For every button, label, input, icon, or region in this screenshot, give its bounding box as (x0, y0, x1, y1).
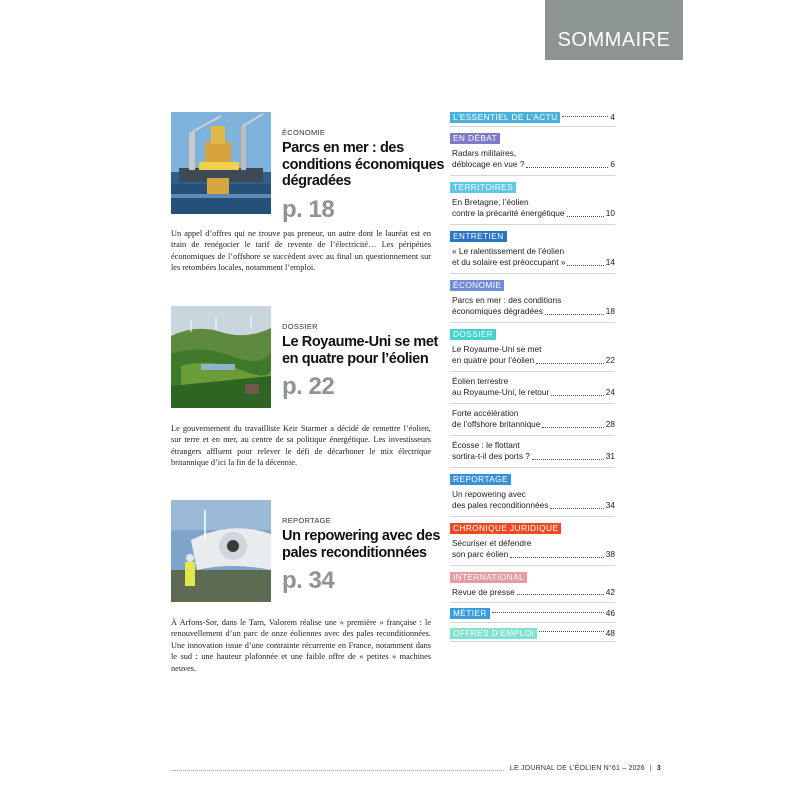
toc-section-metier[interactable] (450, 608, 615, 623)
entry-line: en quatre pour l’éolien (452, 355, 535, 365)
page-number: 31 (605, 451, 615, 461)
entry-line: En Bretagne, l’éolien (452, 196, 529, 207)
leader-dots (550, 500, 603, 509)
section-label: TERRITOIRES (450, 182, 516, 193)
toc-section-reportage (450, 474, 615, 485)
toc-section-essentiel[interactable] (450, 112, 615, 127)
page-number: 34 (605, 500, 615, 510)
page-footer (171, 765, 661, 772)
page-number: 38 (605, 549, 615, 559)
section-label: EN DÉBAT (450, 133, 500, 144)
entry-line: des pales reconditionnées (452, 500, 549, 510)
leader-dots (532, 451, 604, 460)
entry-line: économiques dégradées (452, 306, 543, 316)
page-number: 42 (605, 586, 615, 597)
page-number: 6 (610, 159, 615, 169)
page-number: 48 (605, 627, 615, 638)
page-number: 4 (610, 112, 615, 122)
page-number: 22 (605, 355, 615, 365)
page-number: 14 (605, 257, 615, 267)
section-label: DOSSIER (450, 329, 496, 340)
toc-entry[interactable] (450, 583, 615, 604)
toc-section-emploi[interactable] (450, 628, 615, 643)
leader-dots (526, 159, 608, 168)
leader-dots (567, 208, 604, 217)
blade-worker-photo (171, 500, 271, 602)
toc-section-debat (450, 133, 615, 144)
toc-entry[interactable] (450, 340, 615, 372)
toc-entry[interactable] (450, 485, 615, 517)
article-title[interactable]: Le Royaume-Uni se met en quatre pour l’éolien (282, 334, 438, 367)
page-number: 3 (656, 765, 661, 772)
section-label: ENTRETIEN (450, 231, 507, 242)
entry-line: Éolien terrestre (452, 375, 509, 386)
entry-line: « Le ralentissement de l’éolien (452, 245, 565, 256)
leader-dots (551, 387, 603, 396)
article-summary: Le gouvernement du travailliste Keir Starmer a décidé de remettre l’éolien, sur terre et en mer, au centre de sa politique énergétique. Les investisseurs étrangers affluent pour relever le défi de décarboner le mix électrique britannique d’ici la fin de la décennie. (171, 424, 431, 468)
article-category: REPORTAGE (282, 516, 332, 525)
toc-section-dossier (450, 329, 615, 340)
journal-title: LE JOURNAL DE L’ÉOLIEN N°61 – 2026 (509, 765, 645, 772)
leader-dots (510, 549, 603, 558)
article-category: ÉCONOMIE (282, 128, 326, 137)
toc-section-chronique (450, 523, 615, 534)
toc-section-international (450, 572, 615, 583)
entry-line: et du solaire est préoccupant » (452, 257, 566, 267)
toc-entry[interactable] (450, 534, 615, 566)
entry-line: Parcs en mer : des conditions (452, 294, 562, 305)
table-of-contents (450, 112, 615, 642)
footer-separator: | (649, 765, 652, 772)
entry-line: déblocage en vue ? (452, 159, 525, 169)
toc-section-entretien (450, 231, 615, 242)
section-label: CHRONIQUE JURIDIQUE (450, 523, 561, 534)
toc-entry[interactable] (450, 242, 615, 274)
page-number: 18 (605, 306, 615, 316)
page-number: 24 (605, 387, 615, 397)
section-label: OFFRES D’EMPLOI (450, 628, 537, 639)
entry-line: Écosse : le flottant (452, 439, 520, 450)
section-label: INTERNATIONAL (450, 572, 527, 583)
entry-line: au Royaume-Uni, le retour (452, 387, 550, 397)
entry-line: Sécuriser et défendre (452, 537, 532, 548)
entry-line: Le Royaume-Uni se met (452, 343, 542, 354)
toc-section-territoires (450, 182, 615, 193)
article-title[interactable]: Parcs en mer : des conditions économiques dégradées (282, 140, 444, 189)
page-number: 46 (605, 608, 615, 618)
leader-dots (562, 116, 608, 117)
toc-section-economie (450, 280, 615, 291)
entry-line: Forte accélération (452, 407, 519, 418)
section-label: REPORTAGE (450, 474, 511, 485)
page-title: SOMMAIRE (545, 0, 683, 60)
leader-dots (539, 631, 604, 632)
toc-entry[interactable] (450, 436, 615, 468)
footer-dots (171, 767, 504, 771)
offshore-installation-vessel-photo (171, 112, 271, 214)
toc-entry[interactable] (450, 144, 615, 176)
entry-line: Radars militaires, (452, 147, 517, 158)
toc-entry[interactable] (450, 372, 615, 404)
leader-dots (517, 587, 604, 596)
toc-entry[interactable] (450, 291, 615, 323)
article-summary: À Arfons-Sor, dans le Tarn, Valorem réalise une « première » française : le renouvellement d’un parc de onze éoliennes avec des pales reconditionnées. Une innovation issue d’une contrainte récurrente en France, notamment dans le sud : une hauteur plafonnée et une faible offre de « petites » machines neuves. (171, 618, 431, 673)
toc-entry[interactable] (450, 404, 615, 436)
section-label: L’ESSENTIEL DE L’ACTU (450, 112, 560, 123)
entry-line: Un repowering avec (452, 488, 526, 499)
section-label: MÉTIER (450, 608, 490, 619)
uk-hills-wind-farm-photo (171, 306, 271, 408)
leader-dots (567, 257, 603, 266)
article-title[interactable]: Un repowering avec des pales reconditionnées (282, 528, 441, 561)
leader-dots (542, 419, 603, 428)
article-page: p. 34 (282, 567, 335, 594)
leader-dots (492, 612, 604, 613)
entry-line: Revue de presse (452, 586, 515, 597)
toc-entry[interactable] (450, 193, 615, 225)
entry-line: de l’offshore britannique (452, 419, 541, 429)
page-number: 28 (605, 419, 615, 429)
leader-dots (536, 355, 604, 364)
article-category: DOSSIER (282, 322, 318, 331)
entry-line: sortira-t-il des ports ? (452, 451, 530, 461)
leader-dots (545, 306, 604, 315)
article-page: p. 22 (282, 373, 335, 400)
article-summary: Un appel d’offres qui ne trouve pas preneur, un autre dont le lauréat est en train de renégocier le tarif de revente de l’électricité… Les péripéties économiques de l’offshore se succèdent avec au final un questionnement sur les retombées locales, notamment l’emploi. (171, 229, 431, 273)
entry-line: contre la précarité énergétique (452, 208, 565, 218)
section-label: ÉCONOMIE (450, 280, 504, 291)
entry-line: son parc éolien (452, 549, 509, 559)
article-page: p. 18 (282, 195, 335, 223)
page-number: 10 (605, 208, 615, 218)
